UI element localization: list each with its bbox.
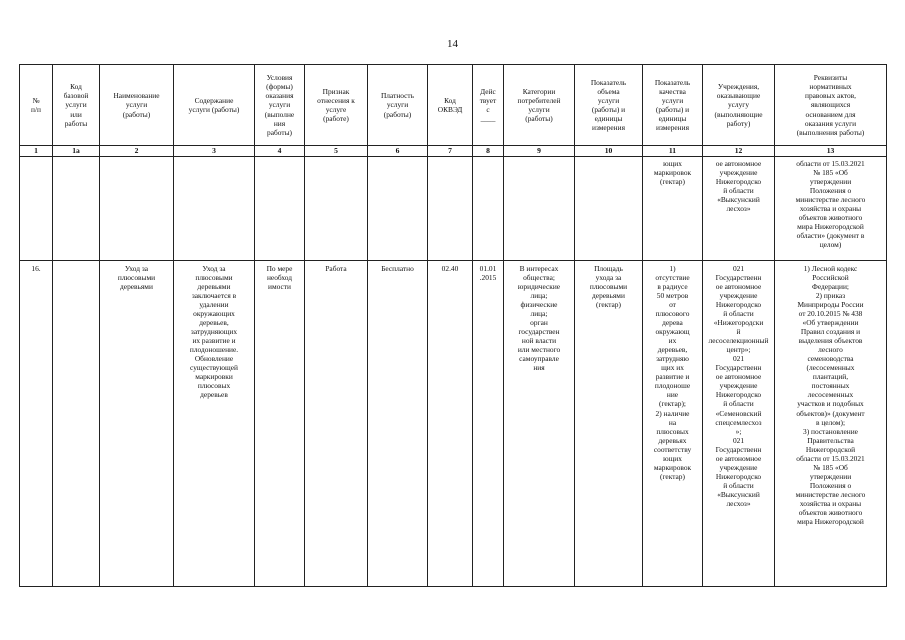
header-content-label: Содержание услуги (работы) <box>188 95 240 114</box>
service-conditions: По мере необход имости <box>266 264 293 292</box>
effective-date: 01.01 .2015 <box>479 264 497 283</box>
service-payment: Бесплатно <box>381 264 414 273</box>
column-number-row <box>20 146 887 157</box>
column-number: 7 <box>428 146 473 157</box>
table-row-continuation <box>20 157 887 261</box>
header-cell <box>20 65 53 146</box>
table-cell <box>174 157 255 261</box>
table-cell <box>575 261 643 587</box>
table-cell <box>428 157 473 261</box>
column-number: 1 <box>20 146 53 157</box>
volume-indicator: Площадь ухода за плюсовыми деревьями (гектар) <box>589 264 628 310</box>
header-cell <box>504 65 575 146</box>
table-cell <box>368 157 428 261</box>
table-cell <box>504 157 575 261</box>
table-cell <box>100 157 174 261</box>
header-cell <box>100 65 174 146</box>
table-cell <box>305 261 368 587</box>
column-number: 9 <box>504 146 575 157</box>
header-institutions-label: Учреждения, оказывающие услугу (выполняющие работу) <box>714 82 763 128</box>
table-cell <box>174 261 255 587</box>
quality-indicator-text: ющих маркировок (гектар) <box>653 159 692 187</box>
header-row <box>20 65 887 146</box>
column-number: 11 <box>643 146 703 157</box>
table-cell <box>100 261 174 587</box>
table-cell <box>53 261 100 587</box>
header-cell <box>255 65 305 146</box>
column-number: 1а <box>53 146 100 157</box>
table-cell <box>428 261 473 587</box>
consumer-categories: В интересах общества; юридические лица; физические лица; орган государствен ной власти или местного самоуправле ния <box>517 264 561 373</box>
legal-acts-text: области от 15.03.2021 № 185 «Об утверждении Положения о министерстве лесного хозяйства и охраны объектов животного мира Нижегородской области» (документ в целом) <box>795 159 866 250</box>
column-number: 2 <box>100 146 174 157</box>
table-cell <box>504 261 575 587</box>
okved-code: 02.40 <box>441 264 459 273</box>
table-cell <box>643 157 703 261</box>
header-cell <box>575 65 643 146</box>
institutions-text: ое автономное учреждение Нижегородско й области «Выксунский лесхоз» <box>715 159 762 214</box>
header-okved-label: Код ОКВЭД <box>437 95 463 114</box>
header-volume-indicator-label: Показатель объема услуги (работы) и единицы измерения <box>590 77 627 133</box>
table-cell <box>643 261 703 587</box>
table-cell <box>775 157 887 261</box>
legal-acts-text: 1) Лесной кодекс Российской Федерации; 2) приказ Минприроды России от 20.10.2015 № 438 «Об утверждении Правил создания и выделения объектов лесного семеноводства (лесосеменных плантаций, постоянных лесосеменных участков и подобных объектов)» (документ в целом); 3) постановление Правительства Нижегородской области от 15.03.2021 № 185 «Об утверждении Положения о министерстве лесного хозяйства и охраны объектов животного мира Нижегородской <box>795 264 866 526</box>
column-number: 4 <box>255 146 305 157</box>
table-cell <box>473 261 504 587</box>
table-row-16 <box>20 261 887 587</box>
header-quality-indicator-label: Показатель качества услуги (работы) и единицы измерения <box>654 77 691 133</box>
header-effective-from-label: Дейс твует с ____ <box>479 86 497 124</box>
quality-indicator-text: 1) отсутствие в радиусе 50 метров от плюсового дерева окружающ их деревьев, затрудняю щих их развитие и плодоноше ние (гектар); 2) наличие на плюсовых деревьях соответству ющих маркировок (гектар) <box>653 264 692 481</box>
header-base-code-label: Код базовой услуги или работы <box>63 82 89 128</box>
column-number: 12 <box>703 146 775 157</box>
services-register-table <box>19 64 887 587</box>
header-number-label: № п/п <box>31 95 41 114</box>
header-cell <box>703 65 775 146</box>
header-cell <box>643 65 703 146</box>
table-cell <box>368 261 428 587</box>
header-conditions-label: Условия (формы) оказания услуги (выполне ния работы) <box>264 73 295 137</box>
column-number: 6 <box>368 146 428 157</box>
header-payment-label: Платность услуги (работы) <box>380 91 415 119</box>
row-number: 16. <box>31 264 41 273</box>
institutions-text: 021 Государственн ое автономное учреждение Нижегородско й области «Нижегородски й лесоселекционный центр»; 021 Государственн ое автономное учреждение Нижегородско й области «Семеновский спецсемлесхоз »; 021 Государственн ое автономное учреждение Нижегородско й области «Выксунский лесхоз» <box>708 264 769 508</box>
column-number: 3 <box>174 146 255 157</box>
table-cell <box>255 157 305 261</box>
header-cell <box>174 65 255 146</box>
table-cell <box>20 261 53 587</box>
page-number: 14 <box>447 38 458 50</box>
service-name: Уход за плюсовыми деревьями <box>117 264 156 292</box>
service-attribute: Работа <box>325 264 347 273</box>
header-cell <box>473 65 504 146</box>
table-cell <box>53 157 100 261</box>
column-number: 5 <box>305 146 368 157</box>
table-cell <box>305 157 368 261</box>
service-content: Уход за плюсовыми деревьями заключается в удалении окружающих деревьев, затрудняющих их развитие и плодоношение. Обновление существующей маркировки плюсовых деревьев <box>189 264 239 400</box>
header-cell <box>305 65 368 146</box>
header-attribute-label: Признак отнесения к услуге (работе) <box>317 86 355 124</box>
column-number: 13 <box>775 146 887 157</box>
header-legal-acts-label: Реквизиты нормативных правовых актов, являющихся основанием для оказания услуги (выполнения работы) <box>796 73 865 137</box>
header-cell <box>368 65 428 146</box>
table-cell <box>575 157 643 261</box>
table-cell <box>775 261 887 587</box>
column-number: 10 <box>575 146 643 157</box>
table-cell <box>703 157 775 261</box>
table-cell <box>703 261 775 587</box>
header-consumers-label: Категории потребителей услуги (работы) <box>517 86 561 124</box>
header-service-name-label: Наименование услуги (работы) <box>113 91 160 119</box>
header-cell <box>775 65 887 146</box>
table-cell <box>255 261 305 587</box>
table-cell <box>473 157 504 261</box>
column-number: 8 <box>473 146 504 157</box>
header-cell <box>53 65 100 146</box>
header-cell <box>428 65 473 146</box>
table-cell <box>20 157 53 261</box>
